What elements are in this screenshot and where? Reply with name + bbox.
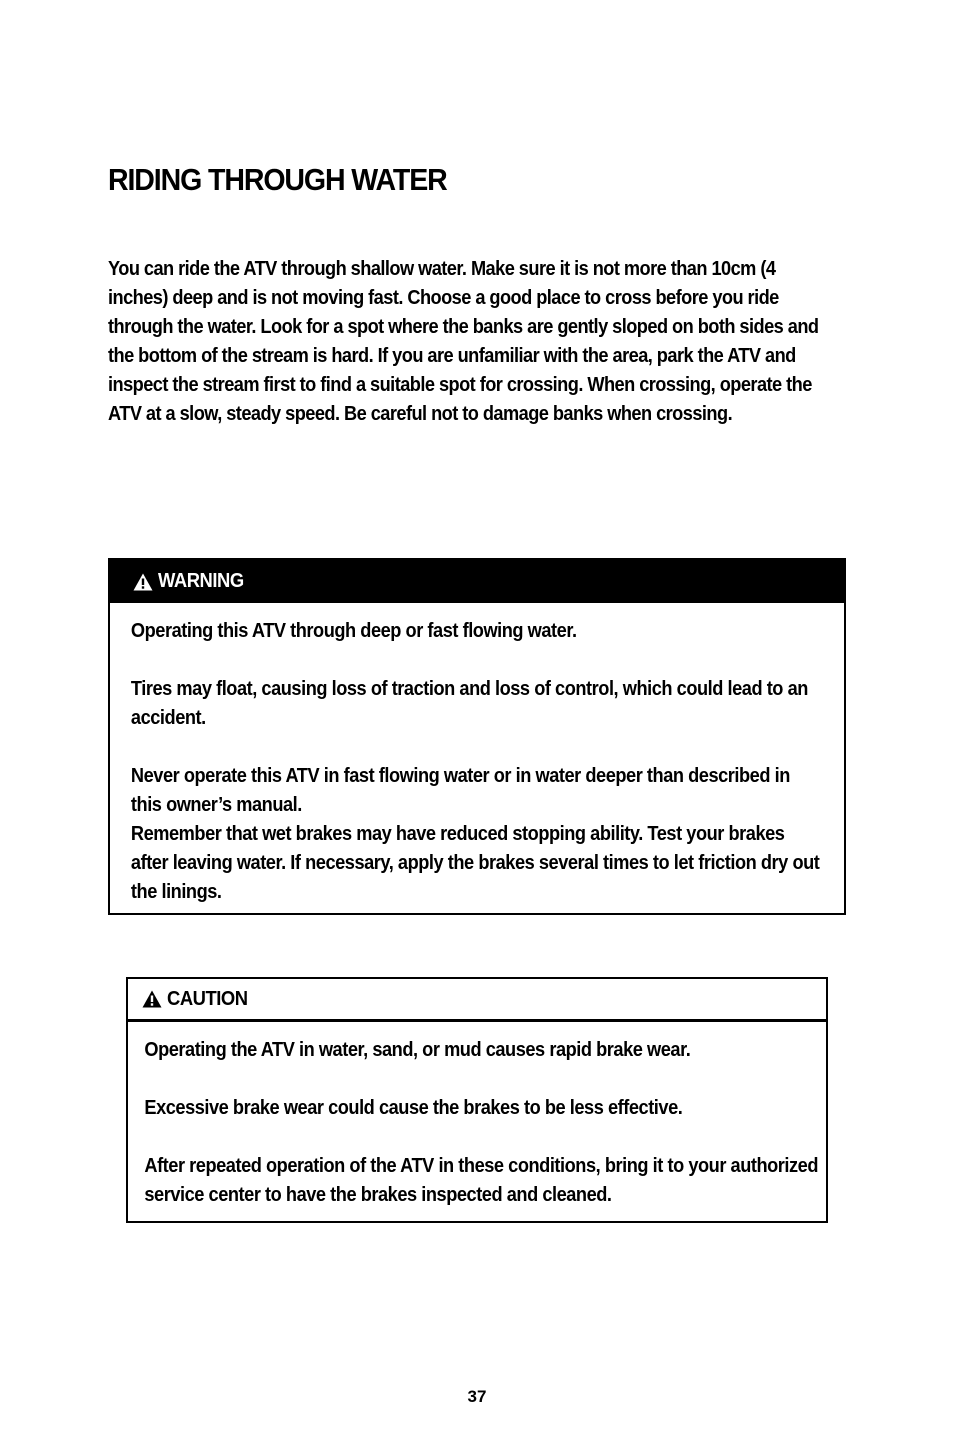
caution-paragraph: Operating the ATV in water, sand, or mud causes rapid brake wear. [144, 1039, 691, 1061]
caution-box [126, 977, 828, 1223]
warning-header [110, 560, 844, 603]
caution-paragraph: Excessive brake wear could cause the brakes to be less effective. [144, 1097, 683, 1119]
warning-triangle-icon [142, 990, 162, 1008]
warning-body [110, 603, 823, 907]
page-title: RIDING THROUGH WATER [108, 162, 447, 197]
caution-header [128, 979, 826, 1022]
warning-paragraph: Never operate this ATV in fast flowing water or in water deeper than described in this owner’s manual. [130, 765, 790, 816]
warning-box [108, 558, 846, 915]
page-number: 37 [467, 1387, 487, 1406]
warning-paragraph: Tires may float, causing loss of traction and loss of control, which could lead to an accident. [130, 678, 808, 729]
warning-paragraph: Remember that wet brakes may have reduced stopping ability. Test your brakes after leaving water. If necessary, apply the brakes several times to let friction dry out the linings. [130, 823, 820, 903]
warning-paragraph: Operating this ATV through deep or fast flowing water. [130, 620, 577, 642]
warning-label: WARNING [158, 570, 244, 592]
intro-paragraph: You can ride the ATV through shallow water. Make sure it is not more than 10cm (4 inches) deep and is not moving fast. Choose a good place to cross before you ride through the water. Look for a spot where the banks are gently sloped on both sides and the bottom of the stream is hard. If you are unfamiliar with the area, park the ATV and inspect the stream first to find a suitable spot for crossing. When crossing, operate the ATV at a slow, steady speed. Be careful not to damage banks when crossing. [108, 258, 819, 425]
caution-paragraph: After repeated operation of the ATV in these conditions, bring it to your authorized service center to have the brakes inspected and cleaned. [144, 1155, 819, 1206]
caution-label: CAUTION [167, 987, 248, 1010]
caution-body [128, 1022, 836, 1210]
warning-triangle-icon [133, 573, 153, 591]
